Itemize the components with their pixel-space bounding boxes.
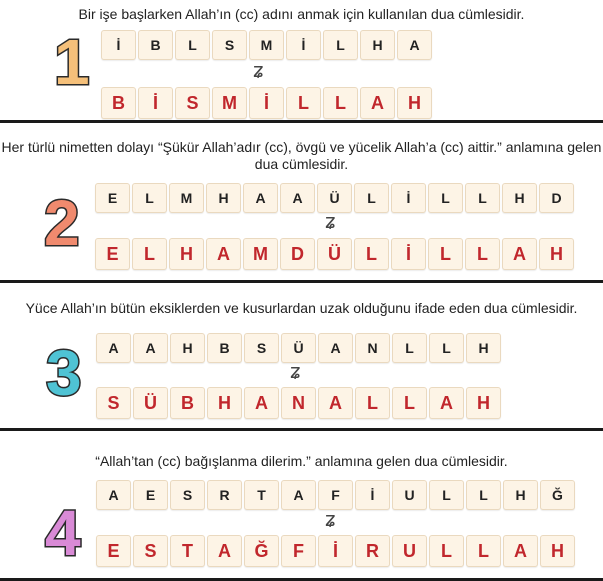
scrambled-letter-tile: İ xyxy=(101,30,136,60)
answer-letter-tile: H xyxy=(169,238,204,270)
scrambled-letter-tile: L xyxy=(392,333,427,363)
scrambled-letter-tile: L xyxy=(429,333,464,363)
scrambled-letter-tile: L xyxy=(175,30,210,60)
scrambled-letter-tile: A xyxy=(318,333,353,363)
swirl-arrow-icon: ʑ xyxy=(290,359,301,383)
answer-letter-tile: U xyxy=(392,535,427,567)
answer-letter-tile: L xyxy=(392,387,427,419)
answer-letter-tile: L xyxy=(428,238,463,270)
answer-row xyxy=(96,387,503,419)
scrambled-letter-tile: S xyxy=(170,480,205,510)
section-1 xyxy=(0,0,603,120)
scrambled-letter-tile: L xyxy=(429,480,464,510)
scrambled-letter-tile: A xyxy=(280,183,315,213)
scrambled-letter-tile: H xyxy=(206,183,241,213)
answer-letter-tile: L xyxy=(465,238,500,270)
scrambled-letter-tile: Ü xyxy=(317,183,352,213)
answer-letter-tile: D xyxy=(280,238,315,270)
scrambled-letter-tile: R xyxy=(207,480,242,510)
answer-letter-tile: L xyxy=(132,238,167,270)
answer-letter-tile: A xyxy=(360,87,395,119)
scrambled-letter-tile: H xyxy=(502,183,537,213)
answer-letter-tile: E xyxy=(95,238,130,270)
section-number: 4 xyxy=(45,497,81,569)
answer-letter-tile: İ xyxy=(318,535,353,567)
scrambled-letter-tile: H xyxy=(170,333,205,363)
answer-letter-tile: A xyxy=(206,238,241,270)
scrambled-letter-tile: L xyxy=(428,183,463,213)
answer-letter-tile: Ü xyxy=(133,387,168,419)
scrambled-letter-tile: S xyxy=(212,30,247,60)
scrambled-letter-tile: H xyxy=(466,333,501,363)
answer-letter-tile: A xyxy=(244,387,279,419)
scrambled-letter-tile: L xyxy=(323,30,358,60)
section-2 xyxy=(0,123,603,280)
answer-letter-tile: M xyxy=(243,238,278,270)
answer-letter-tile: T xyxy=(170,535,205,567)
scrambled-letter-tile: B xyxy=(207,333,242,363)
scrambled-letter-tile: H xyxy=(503,480,538,510)
answer-letter-tile: H xyxy=(207,387,242,419)
scrambled-letter-tile: A xyxy=(133,333,168,363)
answer-letter-tile: Ü xyxy=(317,238,352,270)
question-text: Yüce Allah’ın bütün eksiklerden ve kusurlardan uzak olduğunu ifade eden dua cümlesidir. xyxy=(25,300,578,316)
answer-letter-tile: N xyxy=(281,387,316,419)
answer-letter-tile: Ğ xyxy=(244,535,279,567)
answer-letter-tile: H xyxy=(397,87,432,119)
answer-letter-tile: İ xyxy=(138,87,173,119)
scrambled-letter-tile: İ xyxy=(355,480,390,510)
answer-letter-tile: A xyxy=(502,238,537,270)
answer-letter-tile: R xyxy=(355,535,390,567)
scrambled-letter-tile: F xyxy=(318,480,353,510)
answer-letter-tile: B xyxy=(101,87,136,119)
answer-letter-tile: S xyxy=(96,387,131,419)
answer-letter-tile: L xyxy=(323,87,358,119)
scrambled-letter-tile: M xyxy=(169,183,204,213)
scrambled-letter-tile: A xyxy=(96,480,131,510)
scrambled-letter-tile: A xyxy=(397,30,432,60)
scrambled-letter-tile: A xyxy=(96,333,131,363)
question-text: “Allah’tan (cc) bağışlanma dilerim.” anlamına gelen dua cümlesidir. xyxy=(95,453,508,469)
scrambled-letter-tile: İ xyxy=(391,183,426,213)
scrambled-letter-tile: D xyxy=(539,183,574,213)
answer-letter-tile: S xyxy=(175,87,210,119)
answer-letter-tile: F xyxy=(281,535,316,567)
scrambled-letter-tile: Ü xyxy=(281,333,316,363)
answer-row xyxy=(101,87,434,119)
answer-letter-tile: İ xyxy=(391,238,426,270)
scrambled-letter-tile: L xyxy=(466,480,501,510)
scrambled-letter-tile: E xyxy=(95,183,130,213)
answer-letter-tile: L xyxy=(355,387,390,419)
scrambled-letter-tile: L xyxy=(132,183,167,213)
scrambled-letter-tile: H xyxy=(360,30,395,60)
scrambled-letter-tile: L xyxy=(354,183,389,213)
scrambled-row xyxy=(101,30,434,60)
scrambled-letter-tile: A xyxy=(243,183,278,213)
scrambled-letter-tile: U xyxy=(392,480,427,510)
answer-letter-tile: L xyxy=(354,238,389,270)
scrambled-letter-tile: E xyxy=(133,480,168,510)
answer-letter-tile: S xyxy=(133,535,168,567)
question-text: Her türlü nimetten dolayı “Şükür Allah’adır (cc), övgü ve yücelik Allah’a (cc) aittir.” anlamına gelen dua cümlesidir. xyxy=(1,139,602,172)
section-number: 1 xyxy=(54,26,90,98)
question-text: Bir işe başlarken Allah’ın (cc) adını anmak için kullanılan dua cümlesidir. xyxy=(78,6,525,22)
section-3 xyxy=(0,283,603,428)
scrambled-letter-tile: M xyxy=(249,30,284,60)
answer-letter-tile: H xyxy=(466,387,501,419)
scrambled-letter-tile: İ xyxy=(286,30,321,60)
answer-letter-tile: L xyxy=(466,535,501,567)
scrambled-letter-tile: T xyxy=(244,480,279,510)
answer-letter-tile: H xyxy=(540,535,575,567)
scrambled-letter-tile: A xyxy=(281,480,316,510)
answer-letter-tile: L xyxy=(429,535,464,567)
swirl-arrow-icon: ʑ xyxy=(325,209,336,233)
section-number: 2 xyxy=(44,187,80,259)
section-4 xyxy=(0,431,603,581)
scrambled-letter-tile: Ğ xyxy=(540,480,575,510)
answer-letter-tile: M xyxy=(212,87,247,119)
answer-letter-tile: A xyxy=(503,535,538,567)
scrambled-letter-tile: L xyxy=(465,183,500,213)
scrambled-letter-tile: S xyxy=(244,333,279,363)
answer-letter-tile: İ xyxy=(249,87,284,119)
answer-row xyxy=(95,238,576,270)
answer-letter-tile: A xyxy=(207,535,242,567)
scrambled-letter-tile: B xyxy=(138,30,173,60)
answer-letter-tile: A xyxy=(318,387,353,419)
scrambled-row xyxy=(95,183,576,213)
answer-row xyxy=(96,535,577,567)
answer-letter-tile: L xyxy=(286,87,321,119)
swirl-arrow-icon: ʑ xyxy=(253,58,264,82)
answer-letter-tile: E xyxy=(96,535,131,567)
answer-letter-tile: A xyxy=(429,387,464,419)
answer-letter-tile: H xyxy=(539,238,574,270)
section-number: 3 xyxy=(46,337,82,409)
answer-letter-tile: B xyxy=(170,387,205,419)
scrambled-row xyxy=(96,480,577,510)
swirl-arrow-icon: ʑ xyxy=(325,507,336,531)
scrambled-letter-tile: N xyxy=(355,333,390,363)
